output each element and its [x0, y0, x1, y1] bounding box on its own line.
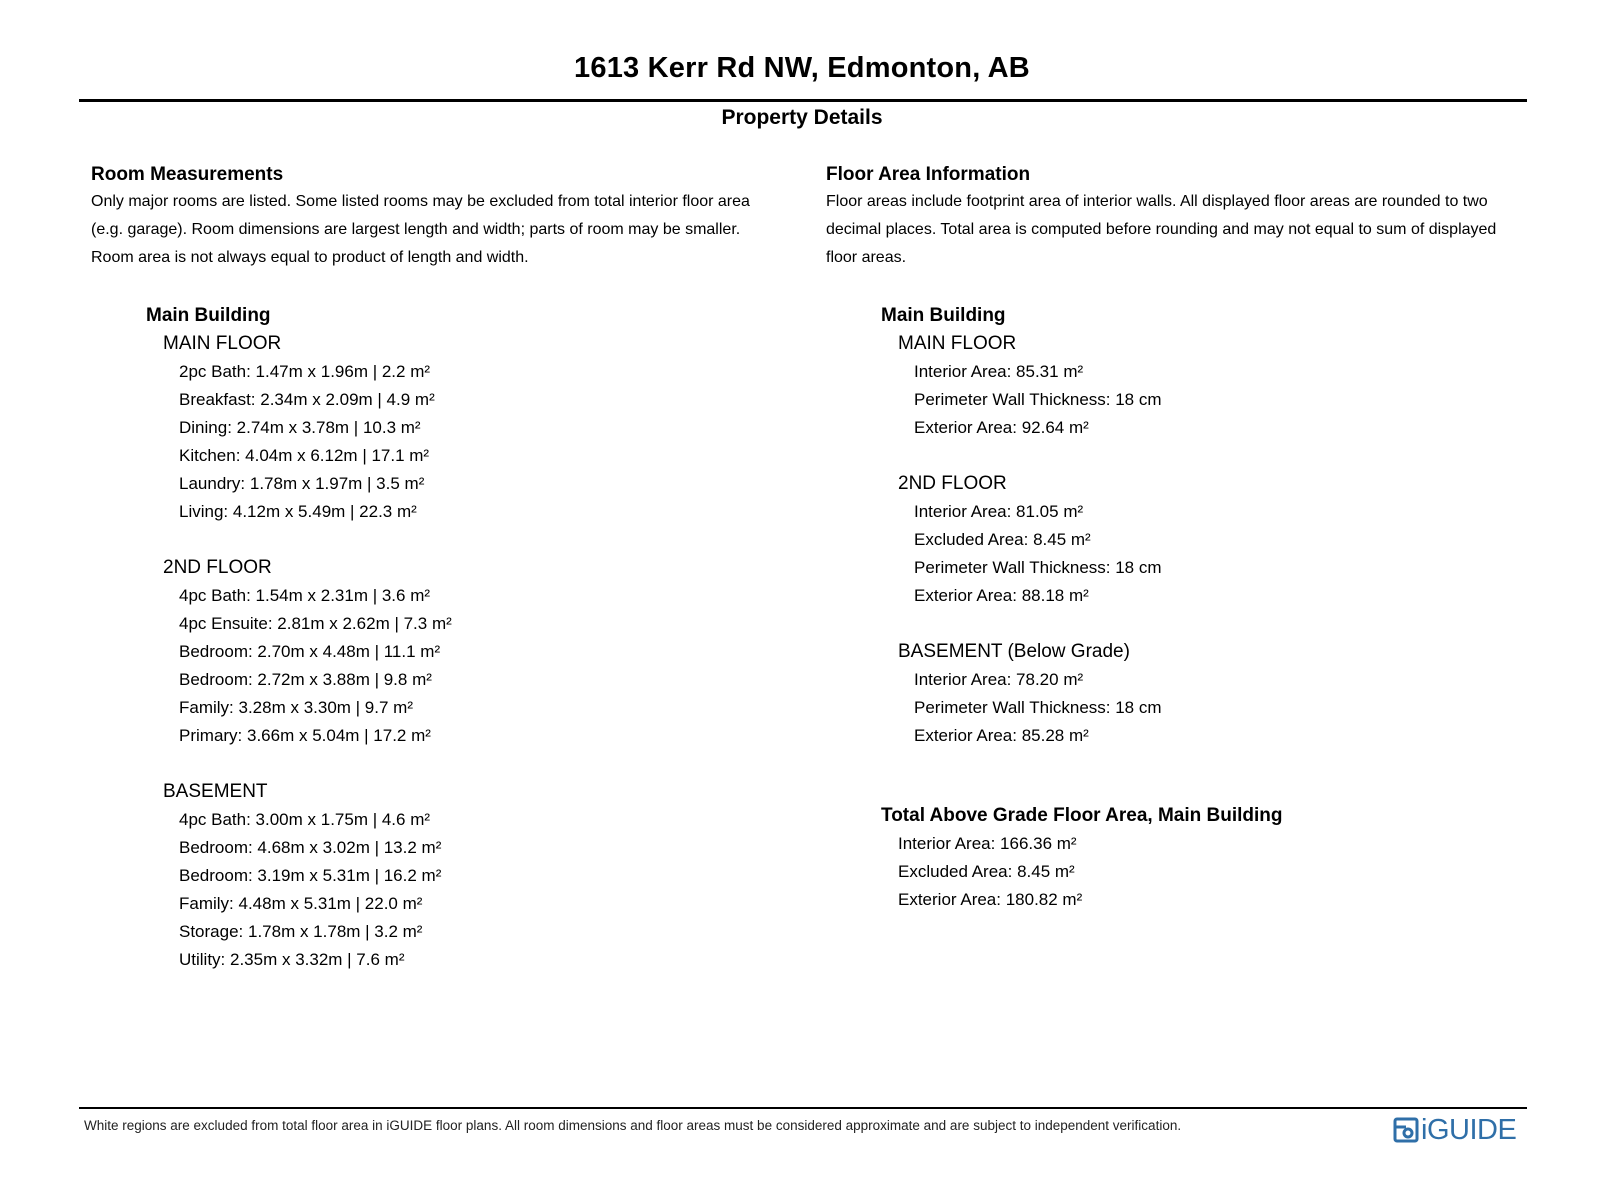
area-row: Exterior Area: 92.64 m² [914, 418, 1089, 437]
room-row: 4pc Ensuite: 2.81m x 2.62m | 7.3 m² [179, 614, 452, 633]
room-row: Dining: 2.74m x 3.78m | 10.3 m² [179, 418, 421, 437]
area-floor-main [881, 330, 1283, 442]
floor-second [146, 554, 452, 750]
room-row: Family: 3.28m x 3.30m | 9.7 m² [179, 698, 413, 717]
iguide-logo-icon [1393, 1117, 1419, 1143]
total-row: Interior Area: 166.36 m² [898, 834, 1077, 853]
intro-line: (e.g. garage). Room dimensions are largest length and width; parts of room may be smaller. [91, 221, 741, 238]
intro-line: Room area is not always equal to product of length and width. [91, 249, 529, 266]
page-subtitle: Property Details [721, 106, 883, 129]
area-floor-second [881, 470, 1283, 610]
total-row: Excluded Area: 8.45 m² [898, 862, 1075, 881]
room-row: Family: 4.48m x 5.31m | 22.0 m² [179, 894, 423, 913]
footer-divider [79, 1107, 1527, 1109]
room-row: Primary: 3.66m x 5.04m | 17.2 m² [179, 726, 431, 745]
room-measurements-intro [91, 188, 791, 272]
room-row: Storage: 1.78m x 1.78m | 3.2 m² [179, 922, 423, 941]
iguide-logo [1393, 1110, 1516, 1150]
area-row: Exterior Area: 85.28 m² [914, 726, 1089, 745]
room-list [146, 302, 452, 1002]
area-row: Perimeter Wall Thickness: 18 cm [914, 390, 1162, 409]
area-row: Perimeter Wall Thickness: 18 cm [914, 698, 1162, 717]
room-row: 4pc Bath: 3.00m x 1.75m | 4.6 m² [179, 810, 431, 829]
title-divider [79, 99, 1527, 102]
floor-title: BASEMENT [163, 781, 268, 802]
room-row: Living: 4.12m x 5.49m | 22.3 m² [179, 502, 417, 521]
total-row: Exterior Area: 180.82 m² [898, 890, 1083, 909]
floor-area-section [826, 162, 1546, 909]
room-row: Bedroom: 2.72m x 3.88m | 9.8 m² [179, 670, 432, 689]
floor-title: 2ND FLOOR [163, 557, 272, 578]
room-row: Bedroom: 4.68m x 3.02m | 13.2 m² [179, 838, 442, 857]
area-row: Interior Area: 78.20 m² [914, 670, 1084, 689]
area-row: Exterior Area: 88.18 m² [914, 586, 1089, 605]
iguide-logo-text: iGUIDE [1421, 1113, 1517, 1146]
total-above-grade [881, 802, 1283, 914]
area-floor-basement [881, 638, 1283, 750]
floor-title: MAIN FLOOR [898, 333, 1017, 354]
floor-title: BASEMENT (Below Grade) [898, 641, 1130, 662]
room-row: 4pc Bath: 1.54m x 2.31m | 3.6 m² [179, 586, 431, 605]
floor-area-list [881, 302, 1283, 914]
room-row: 2pc Bath: 1.47m x 1.96m | 2.2 m² [179, 362, 431, 381]
room-row: Kitchen: 4.04m x 6.12m | 17.1 m² [179, 446, 430, 465]
floor-main [146, 330, 452, 526]
page-title: 1613 Kerr Rd NW, Edmonton, AB [574, 52, 1030, 84]
intro-line: floor areas. [826, 249, 907, 266]
floor-title: MAIN FLOOR [163, 333, 282, 354]
room-row: Laundry: 1.78m x 1.97m | 3.5 m² [179, 474, 425, 493]
room-measurements-heading: Room Measurements [91, 164, 284, 185]
area-row: Perimeter Wall Thickness: 18 cm [914, 558, 1162, 577]
area-row: Interior Area: 81.05 m² [914, 502, 1084, 521]
floor-area-heading: Floor Area Information [826, 164, 1031, 185]
floor-basement [146, 778, 452, 974]
room-row: Bedroom: 2.70m x 4.48m | 11.1 m² [179, 642, 441, 661]
floor-area-intro [826, 188, 1546, 272]
room-row: Breakfast: 2.34m x 2.09m | 4.9 m² [179, 390, 435, 409]
total-title: Total Above Grade Floor Area, Main Building [881, 805, 1283, 826]
area-row: Excluded Area: 8.45 m² [914, 530, 1091, 549]
building-title: Main Building [146, 305, 271, 326]
intro-line: Only major rooms are listed. Some listed rooms may be excluded from total interior floor area [91, 193, 750, 210]
intro-line: decimal places. Total area is computed before rounding and may not equal to sum of displayed [826, 221, 1497, 238]
floor-title: 2ND FLOOR [898, 473, 1007, 494]
intro-line: Floor areas include footprint area of interior walls. All displayed floor areas are rounded to two [826, 193, 1488, 210]
area-row: Interior Area: 85.31 m² [914, 362, 1084, 381]
room-measurements-section [91, 162, 791, 969]
room-row: Bedroom: 3.19m x 5.31m | 16.2 m² [179, 866, 442, 885]
building-title: Main Building [881, 305, 1006, 326]
room-row: Utility: 2.35m x 3.32m | 7.6 m² [179, 950, 405, 969]
footer-disclaimer: White regions are excluded from total floor area in iGUIDE floor plans. All room dimensions and floor areas must be considered approximate and are subject to independent verification. [84, 1118, 1182, 1133]
